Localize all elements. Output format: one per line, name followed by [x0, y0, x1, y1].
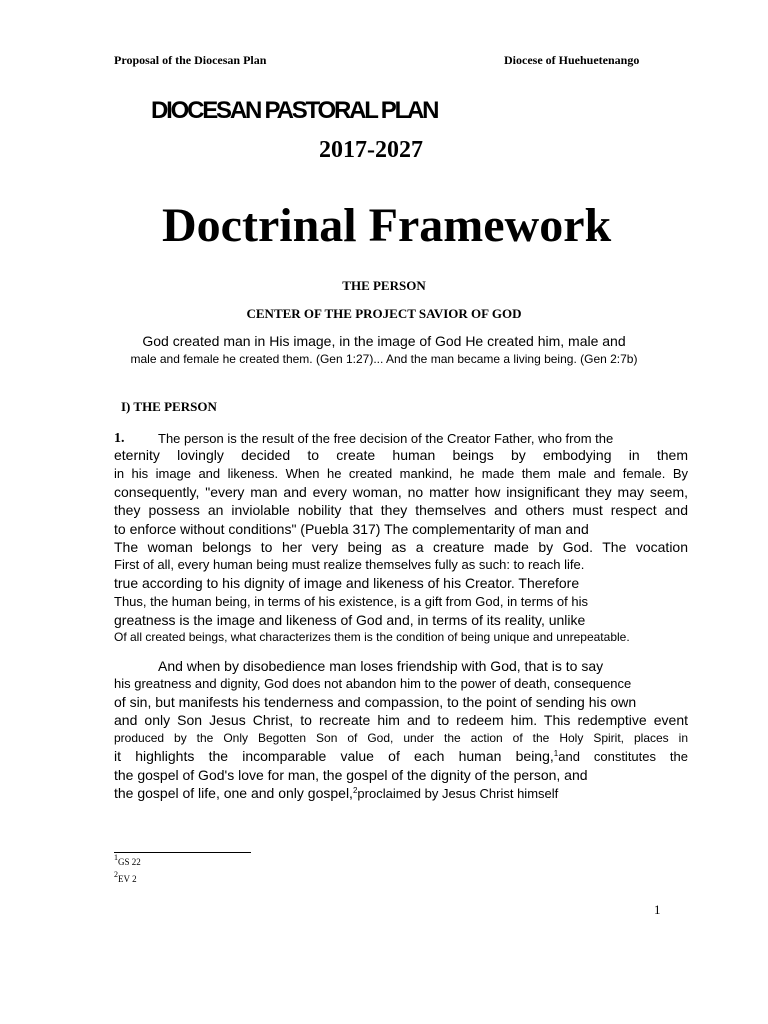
paragraph-2-line: produced by the Only Begotten Son of God, under the action of the Holy Spirit, places in — [114, 731, 688, 745]
footnote-mark: 1 — [114, 853, 118, 862]
paragraph-2-text: and constitutes the — [558, 749, 688, 764]
paragraph-2-text: the gospel of life, one and only gospel, — [114, 785, 353, 801]
paragraph-2-line-with-footnote — [114, 748, 688, 764]
paragraph-2-text: it highlights the incomparable value of each human being, — [114, 748, 554, 764]
part-heading: I) THE PERSON — [121, 399, 217, 414]
paragraph-1-line: true according to his dignity of image and likeness of his Creator. Therefore — [114, 575, 580, 591]
paragraph-1-line: Of all created beings, what characterizes them is the condition of being unique and unrepeatable. — [114, 630, 630, 644]
section-subheading: CENTER OF THE PROJECT SAVIOR OF GOD — [246, 306, 522, 321]
paragraph-2-line: and only Son Jesus Christ, to recreate him and to redeem him. This redemptive event — [114, 712, 688, 728]
paragraph-1-line: consequently, "every man and every woman, no matter how insignificant they may seem, — [114, 484, 688, 500]
footnote-separator — [114, 852, 251, 853]
paragraph-1-line: eternity lovingly decided to create human beings by embodying in them — [114, 447, 688, 463]
paragraph-1-line: in his image and likeness. When he created mankind, he made them male and female. By — [114, 466, 688, 481]
running-header-right: Diocese of Huehuetenango — [504, 53, 640, 67]
paragraph-2-text: proclaimed by Jesus Christ himself — [357, 786, 559, 801]
section-heading: THE PERSON — [342, 278, 426, 293]
epigraph-line-1: God created man in His image, in the image of God He created him, male and — [142, 333, 626, 349]
paragraph-2-line: And when by disobedience man loses friendship with God, that is to say — [158, 658, 604, 674]
footnote-ref-1[interactable]: 1 — [553, 749, 559, 758]
paragraph-1-line: they possess an inviolable nobility that they themselves and others must respect and — [114, 502, 688, 518]
plan-years: 2017-2027 — [319, 137, 423, 163]
footnote-1 — [114, 853, 141, 867]
footnote-mark: 2 — [114, 870, 118, 879]
page-number: 1 — [654, 902, 661, 917]
paragraph-1-line: The person is the result of the free decision of the Creator Father, who from the — [158, 431, 614, 446]
running-header-left: Proposal of the Diocesan Plan — [114, 53, 267, 67]
paragraph-1-line: greatness is the image and likeness of God and, in terms of its reality, unlike — [114, 612, 586, 628]
paragraph-1-line: Thus, the human being, in terms of his existence, is a gift from God, in terms of his — [114, 594, 588, 609]
footnote-text: EV 2 — [118, 874, 137, 884]
paragraph-2-line-with-footnote — [114, 785, 688, 801]
paragraph-2-line: the gospel of God's love for man, the gospel of the dignity of the person, and — [114, 767, 588, 783]
paragraph-2-line: of sin, but manifests his tenderness and compassion, to the point of sending his own — [114, 694, 637, 710]
epigraph-line-2: male and female he created them. (Gen 1:27)... And the man became a living being. (Gen 2:7b) — [130, 352, 638, 366]
paragraph-2-line: his greatness and dignity, God does not abandon him to the power of death, consequence — [114, 676, 632, 691]
plan-title: DIOCESAN PASTORAL PLAN — [151, 97, 438, 124]
document-title: Doctrinal Framework — [162, 199, 612, 252]
paragraph-1-line: to enforce without conditions" (Puebla 317) The complementarity of man and — [114, 521, 589, 537]
footnote-ref-2[interactable]: 2 — [352, 786, 358, 795]
paragraph-number: 1. — [114, 431, 125, 446]
footnote-2 — [114, 870, 137, 884]
paragraph-1-line: The woman belongs to her very being as a creature made by God. The vocation — [114, 539, 688, 555]
paragraph-1-line: First of all, every human being must realize themselves fully as such: to reach life. — [114, 557, 585, 572]
paragraph-1-first-line — [114, 429, 688, 447]
footnote-text: GS 22 — [118, 857, 141, 867]
